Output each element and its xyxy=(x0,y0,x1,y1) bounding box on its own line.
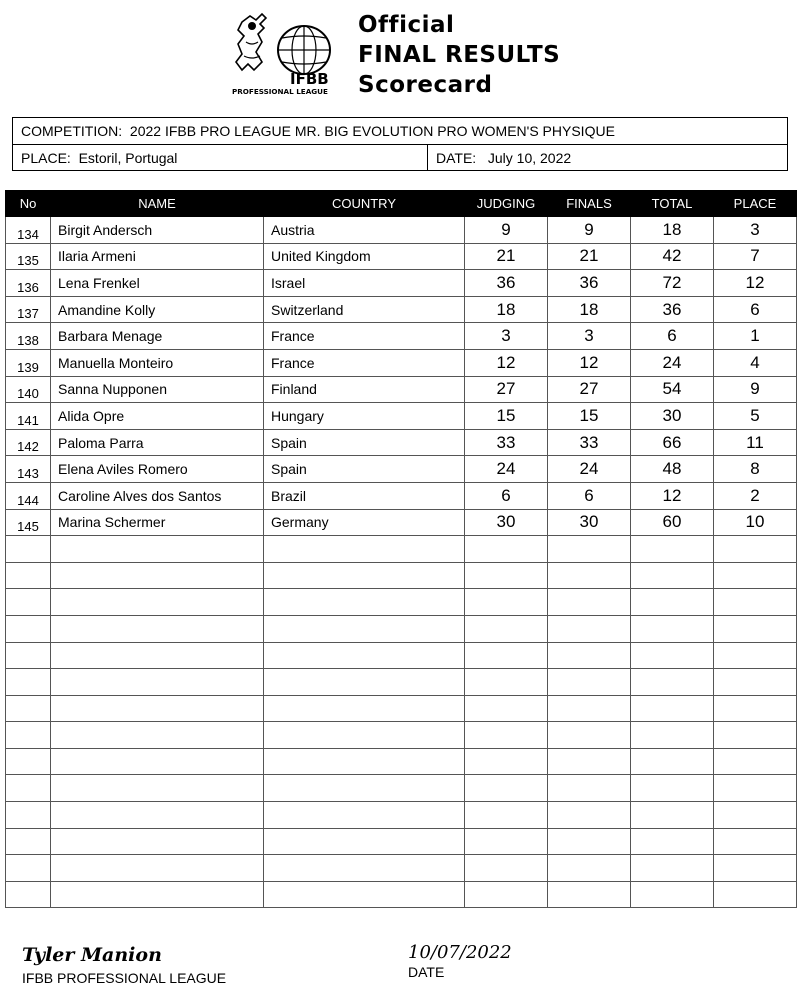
cell-judging xyxy=(465,722,548,749)
cell-total xyxy=(631,855,714,882)
cell-total: 54 xyxy=(631,376,714,403)
cell-name xyxy=(51,669,264,696)
cell-country: Switzerland xyxy=(264,296,465,323)
cell-country: France xyxy=(264,323,465,350)
cell-name xyxy=(51,748,264,775)
cell-no xyxy=(6,748,51,775)
empty-table-row xyxy=(6,669,797,696)
cell-no xyxy=(6,669,51,696)
cell-no xyxy=(6,828,51,855)
cell-total: 12 xyxy=(631,482,714,509)
cell-total xyxy=(631,562,714,589)
cell-finals xyxy=(548,642,631,669)
empty-table-row xyxy=(6,536,797,563)
cell-place: 4 xyxy=(714,349,797,376)
cell-name xyxy=(51,589,264,616)
cell-finals xyxy=(548,802,631,829)
place-date-row xyxy=(13,145,787,171)
cell-no: 142 xyxy=(6,429,51,456)
cell-name: Amandine Kolly xyxy=(51,296,264,323)
cell-total: 60 xyxy=(631,509,714,536)
empty-table-row xyxy=(6,589,797,616)
results-body xyxy=(6,217,797,908)
cell-finals xyxy=(548,536,631,563)
cell-name: Birgit Andersch xyxy=(51,217,264,244)
cell-judging: 6 xyxy=(465,482,548,509)
cell-total: 18 xyxy=(631,217,714,244)
header-place: PLACE xyxy=(714,191,797,217)
cell-total: 24 xyxy=(631,349,714,376)
cell-name xyxy=(51,722,264,749)
cell-finals: 21 xyxy=(548,243,631,270)
cell-finals xyxy=(548,855,631,882)
cell-place: 9 xyxy=(714,376,797,403)
competition-info-box xyxy=(12,117,788,171)
cell-place xyxy=(714,589,797,616)
cell-country xyxy=(264,669,465,696)
empty-table-row xyxy=(6,695,797,722)
cell-total xyxy=(631,748,714,775)
title-line-3: Scorecard xyxy=(358,72,493,98)
cell-place xyxy=(714,642,797,669)
header-country: COUNTRY xyxy=(264,191,465,217)
cell-country xyxy=(264,536,465,563)
empty-table-row xyxy=(6,802,797,829)
table-row xyxy=(6,270,797,297)
cell-place xyxy=(714,881,797,908)
empty-table-row xyxy=(6,775,797,802)
cell-finals: 3 xyxy=(548,323,631,350)
cell-place: 1 xyxy=(714,323,797,350)
cell-name: Caroline Alves dos Santos xyxy=(51,482,264,509)
cell-no xyxy=(6,642,51,669)
cell-country xyxy=(264,562,465,589)
cell-name xyxy=(51,695,264,722)
empty-table-row xyxy=(6,828,797,855)
cell-no xyxy=(6,562,51,589)
cell-finals xyxy=(548,562,631,589)
cell-finals xyxy=(548,695,631,722)
cell-place: 7 xyxy=(714,243,797,270)
cell-place xyxy=(714,855,797,882)
cell-country xyxy=(264,589,465,616)
cell-judging xyxy=(465,748,548,775)
cell-judging xyxy=(465,642,548,669)
cell-no xyxy=(6,802,51,829)
table-row xyxy=(6,217,797,244)
place-value: Estoril, Portugal xyxy=(78,150,178,166)
table-row xyxy=(6,482,797,509)
empty-table-row xyxy=(6,642,797,669)
cell-place: 5 xyxy=(714,403,797,430)
cell-judging: 9 xyxy=(465,217,548,244)
cell-place xyxy=(714,562,797,589)
cell-country: Hungary xyxy=(264,403,465,430)
cell-country xyxy=(264,881,465,908)
globe-athlete-icon xyxy=(228,12,348,96)
cell-total xyxy=(631,615,714,642)
empty-table-row xyxy=(6,722,797,749)
cell-place xyxy=(714,722,797,749)
header-total: TOTAL xyxy=(631,191,714,217)
cell-finals xyxy=(548,775,631,802)
cell-place xyxy=(714,669,797,696)
cell-place: 6 xyxy=(714,296,797,323)
cell-no xyxy=(6,695,51,722)
cell-name: Sanna Nupponen xyxy=(51,376,264,403)
cell-no: 134 xyxy=(6,217,51,244)
cell-place: 3 xyxy=(714,217,797,244)
cell-total xyxy=(631,775,714,802)
cell-no: 143 xyxy=(6,456,51,483)
cell-country: Finland xyxy=(264,376,465,403)
table-row xyxy=(6,429,797,456)
cell-finals: 15 xyxy=(548,403,631,430)
cell-name xyxy=(51,562,264,589)
cell-country: Brazil xyxy=(264,482,465,509)
cell-judging: 15 xyxy=(465,403,548,430)
cell-country: Israel xyxy=(264,270,465,297)
signature-name: Tyler Manion xyxy=(22,944,162,966)
logo-subtext: PROFESSIONAL LEAGUE xyxy=(232,87,328,96)
cell-judging: 30 xyxy=(465,509,548,536)
cell-name xyxy=(51,828,264,855)
cell-place xyxy=(714,615,797,642)
cell-place xyxy=(714,775,797,802)
empty-table-row xyxy=(6,615,797,642)
cell-no: 135 xyxy=(6,243,51,270)
cell-country: Austria xyxy=(264,217,465,244)
cell-finals: 33 xyxy=(548,429,631,456)
competition-row xyxy=(13,118,787,145)
header-finals: FINALS xyxy=(548,191,631,217)
cell-place: 8 xyxy=(714,456,797,483)
cell-country xyxy=(264,695,465,722)
table-row xyxy=(6,376,797,403)
table-row xyxy=(6,403,797,430)
empty-table-row xyxy=(6,748,797,775)
cell-country: Spain xyxy=(264,429,465,456)
cell-finals xyxy=(548,748,631,775)
header-judging: JUDGING xyxy=(465,191,548,217)
cell-no xyxy=(6,881,51,908)
cell-total xyxy=(631,669,714,696)
cell-finals xyxy=(548,722,631,749)
place-label: PLACE: xyxy=(21,150,71,166)
cell-total xyxy=(631,881,714,908)
cell-name xyxy=(51,802,264,829)
cell-total xyxy=(631,589,714,616)
cell-finals: 27 xyxy=(548,376,631,403)
cell-name xyxy=(51,855,264,882)
date-cell xyxy=(428,145,787,171)
cell-total: 6 xyxy=(631,323,714,350)
cell-no xyxy=(6,589,51,616)
cell-place xyxy=(714,802,797,829)
competition-label: COMPETITION: xyxy=(21,123,123,139)
cell-place: 12 xyxy=(714,270,797,297)
cell-judging: 27 xyxy=(465,376,548,403)
scorecard-title xyxy=(358,10,560,100)
cell-total: 36 xyxy=(631,296,714,323)
cell-finals: 36 xyxy=(548,270,631,297)
cell-judging xyxy=(465,589,548,616)
cell-finals: 18 xyxy=(548,296,631,323)
cell-no: 138 xyxy=(6,323,51,350)
cell-judging xyxy=(465,828,548,855)
cell-total xyxy=(631,802,714,829)
place-cell xyxy=(13,145,428,171)
cell-name: Paloma Parra xyxy=(51,429,264,456)
cell-judging xyxy=(465,536,548,563)
cell-finals xyxy=(548,589,631,616)
cell-judging: 33 xyxy=(465,429,548,456)
cell-no: 144 xyxy=(6,482,51,509)
cell-finals: 9 xyxy=(548,217,631,244)
cell-total xyxy=(631,722,714,749)
cell-no: 139 xyxy=(6,349,51,376)
cell-no: 137 xyxy=(6,296,51,323)
cell-name xyxy=(51,775,264,802)
cell-no xyxy=(6,855,51,882)
cell-country xyxy=(264,722,465,749)
cell-country xyxy=(264,855,465,882)
cell-country: Germany xyxy=(264,509,465,536)
cell-country xyxy=(264,775,465,802)
table-row xyxy=(6,243,797,270)
table-row xyxy=(6,323,797,350)
cell-name: Barbara Menage xyxy=(51,323,264,350)
cell-name: Ilaria Armeni xyxy=(51,243,264,270)
cell-name: Lena Frenkel xyxy=(51,270,264,297)
competition-name: 2022 IFBB PRO LEAGUE MR. BIG EVOLUTION PRO WOMEN'S PHYSIQUE xyxy=(129,123,615,139)
cell-judging xyxy=(465,669,548,696)
cell-total xyxy=(631,642,714,669)
header-name: NAME xyxy=(51,191,264,217)
cell-country xyxy=(264,615,465,642)
cell-no: 140 xyxy=(6,376,51,403)
cell-no xyxy=(6,722,51,749)
cell-place: 11 xyxy=(714,429,797,456)
cell-total: 42 xyxy=(631,243,714,270)
empty-table-row xyxy=(6,855,797,882)
table-row xyxy=(6,296,797,323)
cell-finals: 6 xyxy=(548,482,631,509)
date-label: DATE: xyxy=(436,150,477,166)
cell-place: 2 xyxy=(714,482,797,509)
date-value: July 10, 2022 xyxy=(487,150,572,166)
cell-place xyxy=(714,536,797,563)
cell-name: Elena Aviles Romero xyxy=(51,456,264,483)
cell-name xyxy=(51,536,264,563)
cell-judging xyxy=(465,802,548,829)
cell-no xyxy=(6,775,51,802)
cell-place xyxy=(714,748,797,775)
cell-judging xyxy=(465,695,548,722)
cell-finals xyxy=(548,615,631,642)
empty-table-row xyxy=(6,881,797,908)
cell-judging xyxy=(465,562,548,589)
cell-finals xyxy=(548,669,631,696)
cell-no: 145 xyxy=(6,509,51,536)
table-row xyxy=(6,349,797,376)
table-row xyxy=(6,456,797,483)
cell-country: Spain xyxy=(264,456,465,483)
cell-judging: 12 xyxy=(465,349,548,376)
cell-judging: 24 xyxy=(465,456,548,483)
header-no: No xyxy=(6,191,51,217)
cell-no xyxy=(6,615,51,642)
cell-total xyxy=(631,828,714,855)
cell-finals xyxy=(548,881,631,908)
title-line-1: Official xyxy=(358,12,455,38)
empty-table-row xyxy=(6,562,797,589)
cell-no: 141 xyxy=(6,403,51,430)
cell-name: Marina Schermer xyxy=(51,509,264,536)
signed-date-label: DATE xyxy=(408,964,445,980)
cell-total xyxy=(631,695,714,722)
signed-date: 10/07/2022 xyxy=(408,942,512,963)
cell-name xyxy=(51,881,264,908)
cell-country xyxy=(264,828,465,855)
cell-name xyxy=(51,642,264,669)
cell-judging: 21 xyxy=(465,243,548,270)
cell-place xyxy=(714,828,797,855)
cell-total: 72 xyxy=(631,270,714,297)
cell-no: 136 xyxy=(6,270,51,297)
cell-country: United Kingdom xyxy=(264,243,465,270)
cell-place xyxy=(714,695,797,722)
cell-name: Alida Opre xyxy=(51,403,264,430)
cell-finals: 24 xyxy=(548,456,631,483)
results-table xyxy=(5,190,797,908)
cell-judging: 3 xyxy=(465,323,548,350)
cell-finals: 30 xyxy=(548,509,631,536)
cell-judging xyxy=(465,775,548,802)
cell-name: Manuella Monteiro xyxy=(51,349,264,376)
cell-judging xyxy=(465,615,548,642)
cell-total: 30 xyxy=(631,403,714,430)
ifbb-pro-league-logo xyxy=(228,12,348,96)
cell-finals: 12 xyxy=(548,349,631,376)
cell-total xyxy=(631,536,714,563)
cell-country xyxy=(264,642,465,669)
cell-judging xyxy=(465,881,548,908)
logo-text: IFBB xyxy=(290,70,329,88)
cell-name xyxy=(51,615,264,642)
signature-organization: IFBB PROFESSIONAL LEAGUE xyxy=(22,970,227,986)
cell-country xyxy=(264,802,465,829)
cell-country xyxy=(264,748,465,775)
table-row xyxy=(6,509,797,536)
cell-no xyxy=(6,536,51,563)
cell-judging xyxy=(465,855,548,882)
table-header-row xyxy=(6,191,797,217)
cell-place: 10 xyxy=(714,509,797,536)
cell-country: France xyxy=(264,349,465,376)
cell-total: 66 xyxy=(631,429,714,456)
title-line-2: FINAL RESULTS xyxy=(358,42,561,68)
cell-total: 48 xyxy=(631,456,714,483)
cell-judging: 36 xyxy=(465,270,548,297)
cell-judging: 18 xyxy=(465,296,548,323)
cell-finals xyxy=(548,828,631,855)
